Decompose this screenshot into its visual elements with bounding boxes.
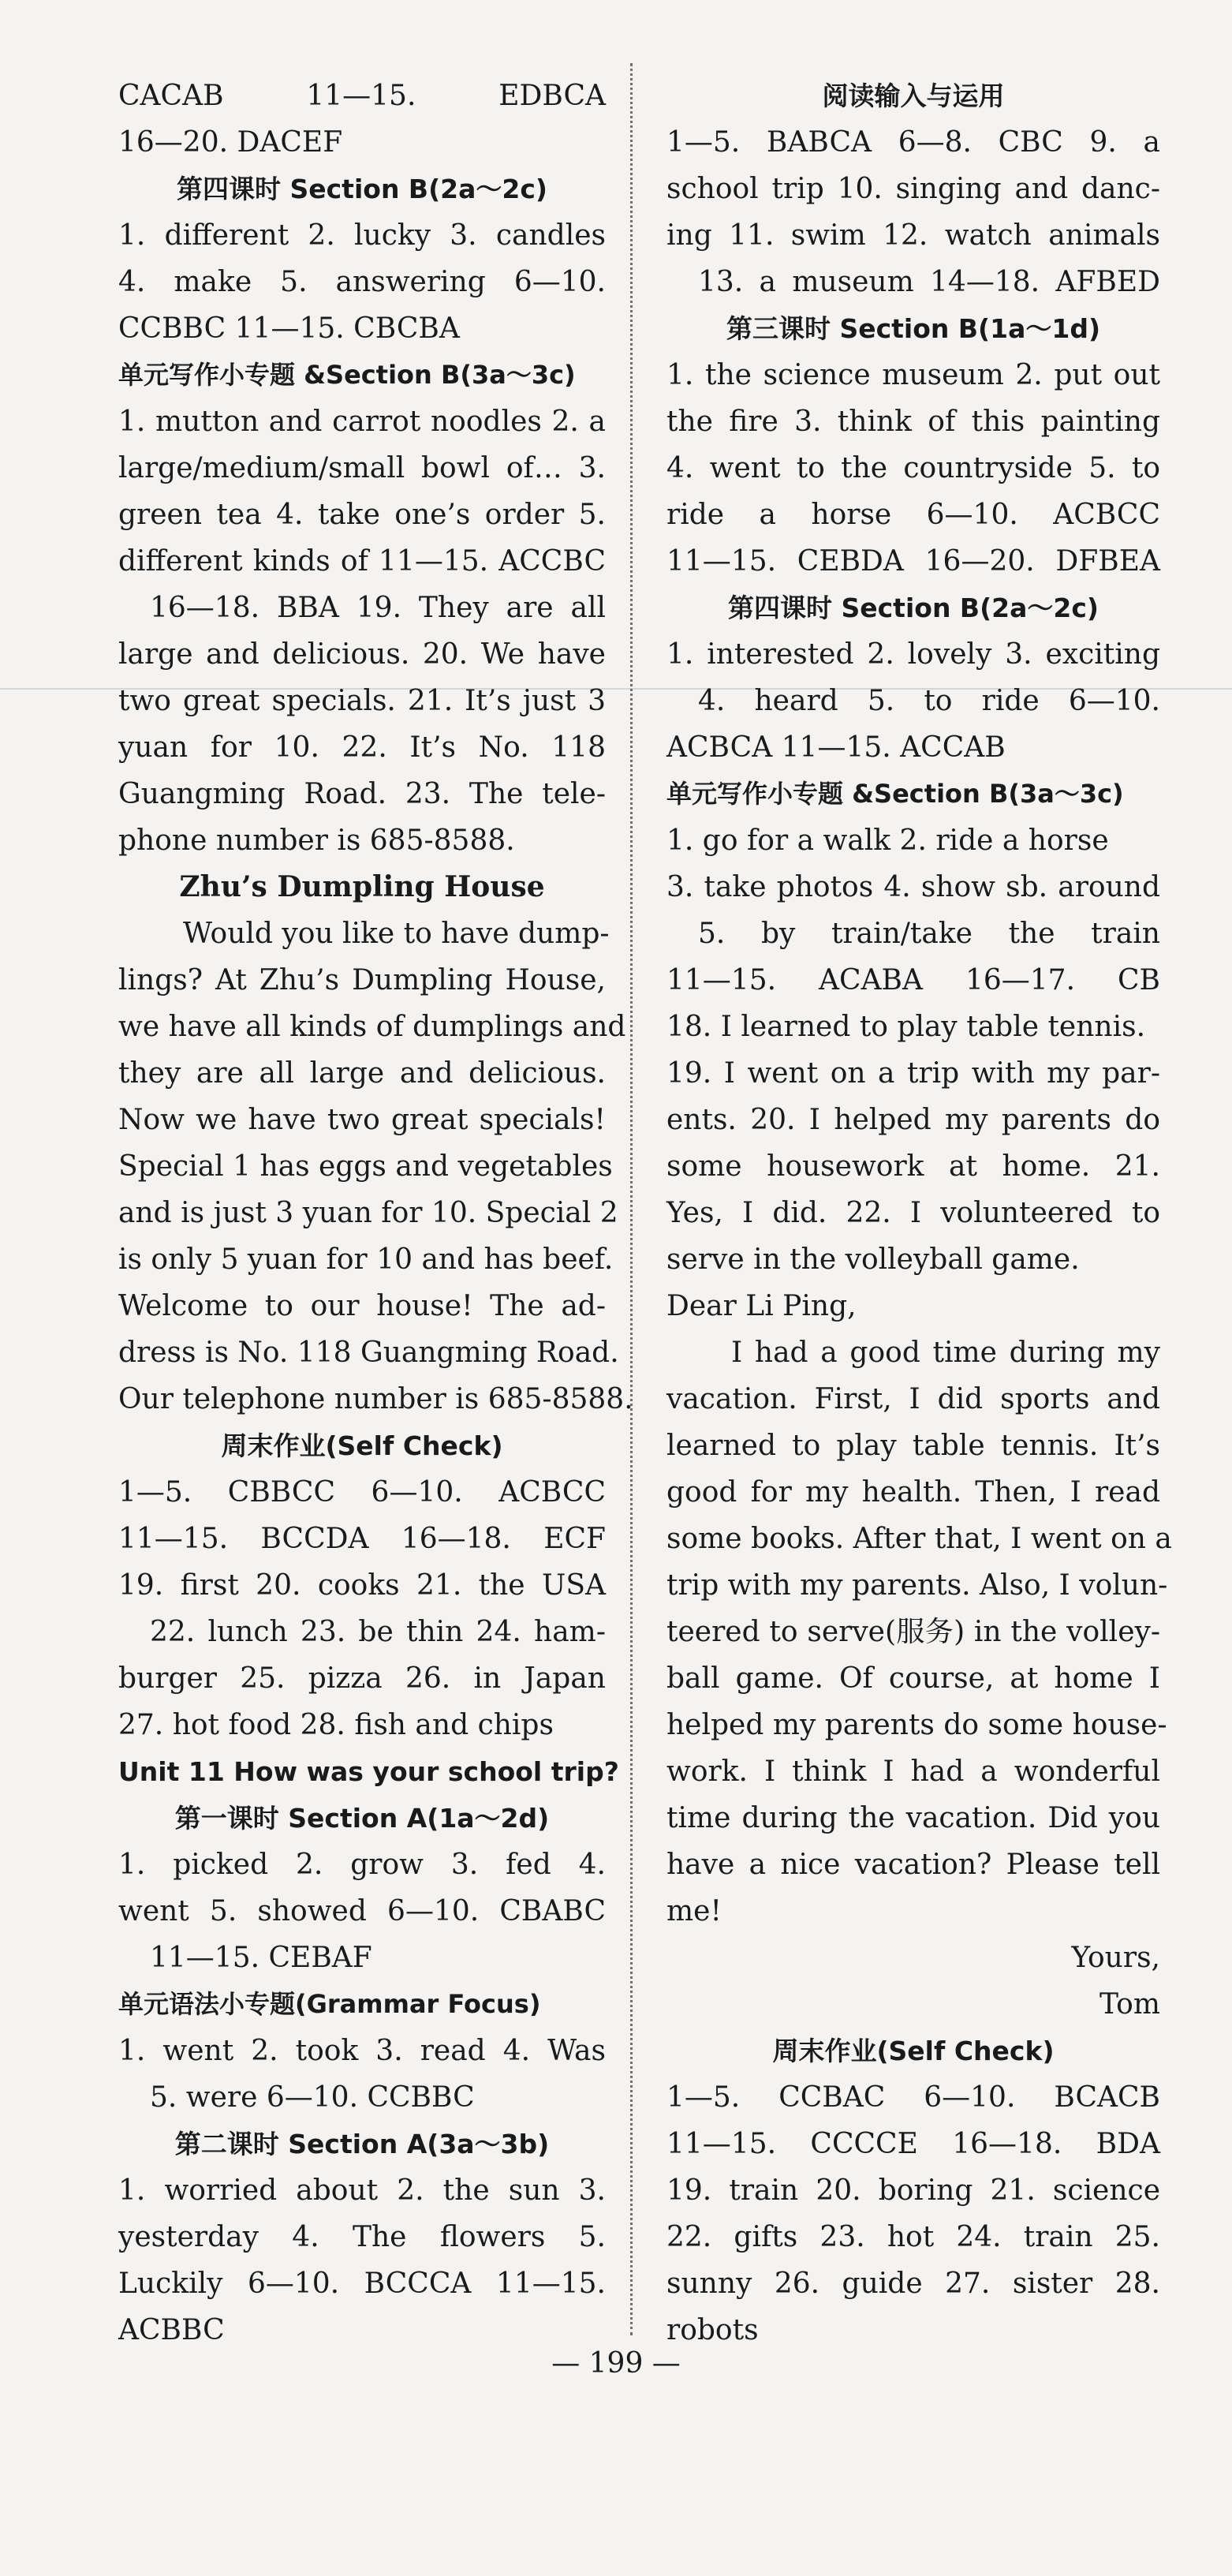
left-line: 16—20. DACEF <box>118 126 343 159</box>
left-line: CACAB 11—15. EDBCA <box>118 80 606 112</box>
right-line: 1—5. CCBAC 6—10. BCACB <box>666 2081 1160 2114</box>
left-line: yuan for 10. 22. It’s No. 118 <box>118 731 606 764</box>
left-line: 11—15. CEBAF <box>150 1942 372 1974</box>
left-line: Special 1 has eggs and vegetables <box>118 1150 613 1183</box>
right-line: I had a good time during my <box>731 1337 1160 1369</box>
right-line: 4. went to the countryside 5. to <box>666 452 1160 484</box>
left-line: 1. different 2. lucky 3. candles <box>118 219 606 252</box>
left-line: different kinds of 11—15. ACCBC <box>118 545 606 578</box>
right-line: good for my health. Then, I read <box>666 1476 1160 1509</box>
right-line: school trip 10. singing and danc- <box>666 173 1160 205</box>
left-line: 22. lunch 23. be thin 24. ham- <box>150 1616 606 1648</box>
left-line: phone number is 685-8588. <box>118 824 515 857</box>
left-line: 周末作业(Self Check) <box>221 1430 503 1461</box>
right-line: 11—15. ACABA 16—17. CB <box>666 964 1160 996</box>
right-line: 第三课时 Section B(1a～1d) <box>726 313 1101 344</box>
right-line: 单元写作小专题 &Section B(3a～3c) <box>666 779 1124 809</box>
right-line: trip with my parents. Also, I volun- <box>666 1569 1168 1602</box>
left-line: Guangming Road. 23. The tele- <box>118 778 606 810</box>
left-line: CCBBC 11—15. CBCBA <box>118 312 460 345</box>
right-line: 22. gifts 23. hot 24. train 25. <box>666 2221 1160 2253</box>
right-line: 1. interested 2. lovely 3. exciting <box>666 638 1160 671</box>
left-line: 1. went 2. took 3. read 4. Was <box>118 2035 606 2067</box>
left-line: dress is No. 118 Guangming Road. <box>118 1337 619 1369</box>
right-line: 19. I went on a trip with my par- <box>666 1057 1160 1090</box>
right-line: vacation. First, I did sports and <box>666 1383 1160 1415</box>
right-line: 4. heard 5. to ride 6—10. <box>698 685 1160 717</box>
right-line: 1. go for a walk 2. ride a horse <box>666 824 1109 857</box>
right-line: 1—5. BABCA 6—8. CBC 9. a <box>666 126 1160 159</box>
left-line: 11—15. BCCDA 16—18. ECF <box>118 1523 606 1555</box>
right-line: ing 11. swim 12. watch animals <box>666 219 1160 252</box>
left-line: large and delicious. 20. We have <box>118 638 606 671</box>
left-line: they are all large and delicious. <box>118 1057 606 1090</box>
right-line: work. I think I had a wonderful <box>666 1755 1160 1788</box>
left-line: 16—18. BBA 19. They are all <box>150 592 606 624</box>
right-line: 1. the science museum 2. put out <box>666 359 1160 391</box>
left-line: 1. mutton and carrot noodles 2. a <box>118 406 606 438</box>
left-line: yesterday 4. The flowers 5. <box>118 2221 606 2253</box>
left-line: 第四课时 Section B(2a～2c) <box>176 174 547 204</box>
left-line: 1—5. CBBCC 6—10. ACBCC <box>118 1476 606 1509</box>
left-line: is only 5 yuan for 10 and has beef. <box>118 1243 614 1276</box>
left-line: 第一课时 Section A(1a～2d) <box>174 1803 550 1834</box>
page-number: — 199 — <box>551 2347 681 2380</box>
left-line: Now we have two great specials! <box>118 1104 606 1136</box>
right-line: robots <box>666 2314 759 2346</box>
column-divider <box>630 63 633 2335</box>
right-line: some housework at home. 21. <box>666 1150 1160 1183</box>
right-line: ents. 20. I helped my parents do <box>666 1104 1160 1136</box>
right-line: ride a horse 6—10. ACBCC <box>666 499 1160 531</box>
right-line: teered to serve(服务) in the volley- <box>666 1616 1160 1648</box>
left-column <box>118 73 633 2354</box>
left-line: Zhu’s Dumpling House <box>179 870 545 903</box>
right-line: some books. After that, I went on a <box>666 1523 1172 1555</box>
right-line: ball game. Of course, at home I <box>666 1662 1160 1695</box>
left-line: we have all kinds of dumplings and <box>118 1011 626 1043</box>
right-line: sunny 26. guide 27. sister 28. <box>666 2268 1160 2300</box>
right-column <box>666 73 1172 2354</box>
left-line: 单元语法小专题(Grammar Focus) <box>118 1989 541 2019</box>
right-line: the fire 3. think of this painting <box>666 406 1160 438</box>
right-line: ACBCA 11—15. ACCAB <box>666 731 1006 764</box>
right-line: 19. train 20. boring 21. science <box>666 2174 1160 2207</box>
left-line: two great specials. 21. It’s just 3 <box>118 685 606 717</box>
left-line: went 5. showed 6—10. CBABC <box>118 1895 606 1927</box>
left-line: ACBBC <box>118 2314 225 2346</box>
left-line: Would you like to have dump- <box>183 918 610 950</box>
right-line: helped my parents do some house- <box>666 1709 1167 1741</box>
left-line: Welcome to our house! The ad- <box>118 1290 606 1322</box>
left-line: Unit 11 How was your school trip? <box>118 1756 619 1787</box>
left-line: burger 25. pizza 26. in Japan <box>118 1662 606 1695</box>
right-line: me! <box>666 1895 722 1927</box>
left-line: and is just 3 yuan for 10. Special 2 <box>118 1197 618 1229</box>
right-line: Yes, I did. 22. I volunteered to <box>666 1197 1160 1229</box>
right-line: 18. I learned to play table tennis. <box>666 1011 1146 1043</box>
right-line: 阅读输入与运用 <box>822 80 1005 111</box>
right-line: 3. take photos 4. show sb. around <box>666 871 1160 903</box>
left-line: 第二课时 Section A(3a～3b) <box>174 2129 550 2159</box>
left-line: 5. were 6—10. CCBBC <box>150 2081 475 2114</box>
left-line: 27. hot food 28. fish and chips <box>118 1709 554 1741</box>
right-line: serve in the volleyball game. <box>666 1243 1080 1276</box>
right-line: 周末作业(Self Check) <box>772 2036 1055 2066</box>
left-line: 1. worried about 2. the sun 3. <box>118 2174 606 2207</box>
right-line: have a nice vacation? Please tell <box>666 1849 1160 1881</box>
left-line: green tea 4. take one’s order 5. <box>118 499 606 531</box>
right-line: Tom <box>1099 1988 1160 2021</box>
right-line: 11—15. CEBDA 16—20. DFBEA <box>666 545 1160 578</box>
left-line: 单元写作小专题 &Section B(3a～3c) <box>118 360 576 390</box>
left-line: 19. first 20. cooks 21. the USA <box>118 1569 606 1602</box>
right-line: 13. a museum 14—18. AFBED <box>698 266 1160 298</box>
left-line: large/medium/small bowl of… 3. <box>118 452 606 484</box>
left-line: lings? At Zhu’s Dumpling House, <box>118 964 606 996</box>
left-line: 1. picked 2. grow 3. fed 4. <box>118 1849 606 1881</box>
right-line: 5. by train/take the train <box>698 918 1160 950</box>
right-line: Yours, <box>1071 1942 1160 1974</box>
right-line: 第四课时 Section B(2a～2c) <box>727 593 1099 623</box>
left-line: Our telephone number is 685-8588. <box>118 1383 633 1415</box>
left-line: Luckily 6—10. BCCCA 11—15. <box>118 2268 606 2300</box>
right-line: learned to play table tennis. It’s <box>666 1430 1160 1462</box>
left-line: 4. make 5. answering 6—10. <box>118 266 606 298</box>
right-line: Dear Li Ping, <box>666 1290 857 1322</box>
right-line: time during the vacation. Did you <box>666 1802 1160 1834</box>
right-line: 11—15. CCCCE 16—18. BDA <box>666 2128 1160 2160</box>
